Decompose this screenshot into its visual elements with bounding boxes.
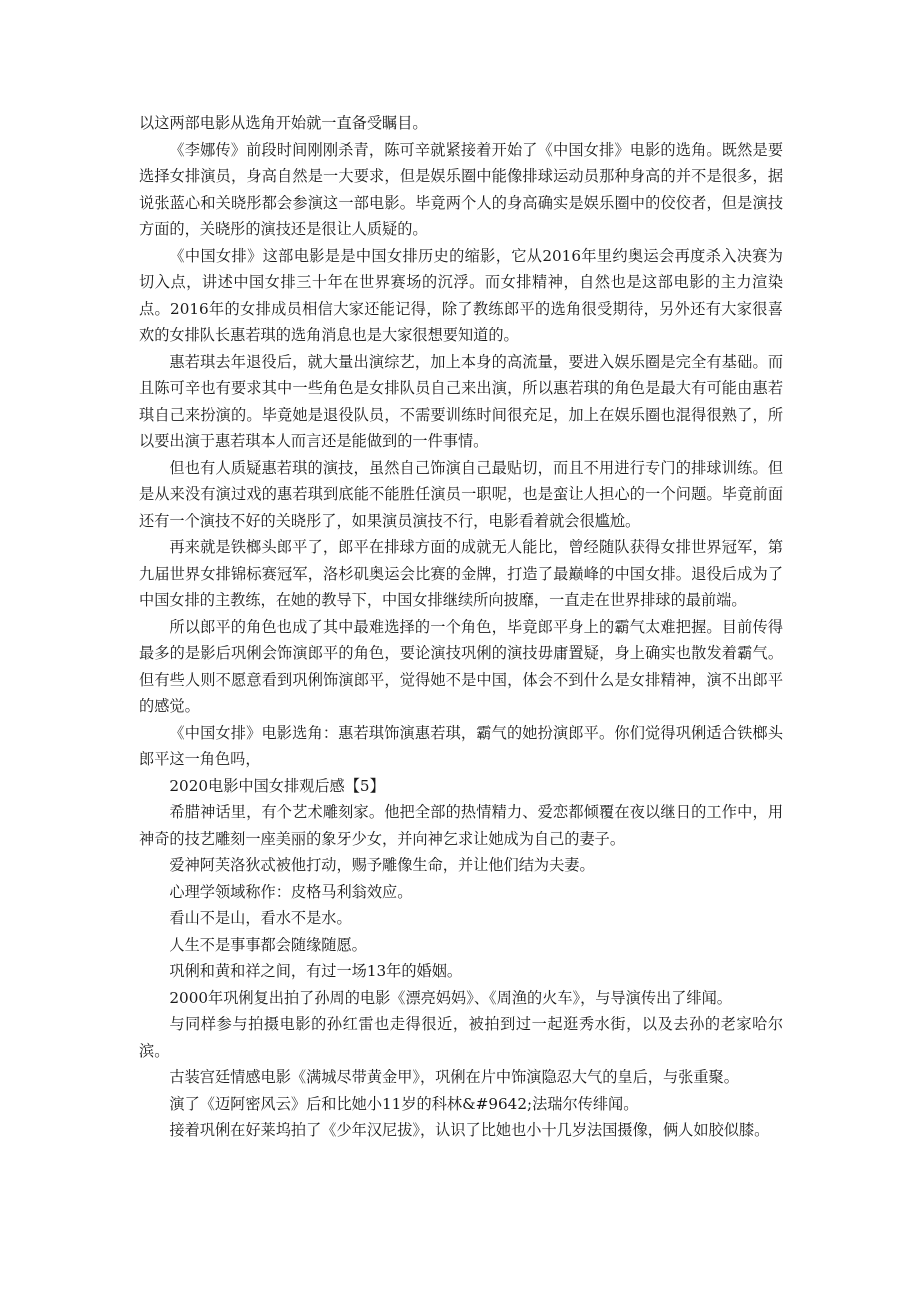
section-heading: 2020电影中国女排观后感【5】 (169, 776, 385, 795)
paragraph: 《中国女排》这部电影是是中国女排历史的缩影，它从2016年里约奥运会再度杀入决赛为切入点，讲述中国女排三十年在世界赛场的沉浮。而女排精神，自然也是这部电影的主力渲染点。2016年的女排成员相信大家还能记得，除了教练郎平的选角很受期待，另外还有大家很喜欢的女排队长惠若琪的选角消息也是大家很想要知道的。 (139, 246, 783, 344)
paragraph: 心理学领域称作：皮格马利翁效应。 (169, 882, 413, 901)
paragraph: 演了《迈阿密风云》后和比她小11岁的科林&#9642;法瑞尔传绯闻。 (169, 1094, 639, 1113)
paragraph: 再来就是铁榔头郎平了，郎平在排球方面的成就无人能比，曾经随队获得女排世界冠军，第九届世界女排锦标赛冠军，洛杉矶奥运会比赛的金牌，打造了最巅峰的中国女排。退役后成为了中国女排的主教练，在她的教导下，中国女排继续所向披靡，一直走在世界排球的最前端。 (139, 538, 783, 609)
paragraph: 看山不是山，看水不是水。 (169, 909, 352, 927)
paragraph: 人生不是事事都会随缘随愿。 (169, 935, 367, 954)
paragraph: 所以郎平的角色也成了其中最难选择的一个角色，毕竟郎平身上的霸气太难把握。目前传得最多的是影后巩俐会饰演郎平的角色，要论演技巩俐的演技毋庸置疑，身上确实也散发着霸气。但有些人则不愿意看到巩俐饰演郎平，觉得她不是中国，体会不到什么是女排精神，演不出郎平的感觉。 (139, 617, 783, 715)
document-body (139, 110, 783, 1144)
paragraph: 接着巩俐在好莱坞拍了《少年汉尼拔》，认识了比她也小十几岁法国摄像，俩人如胶似膝。 (169, 1121, 770, 1139)
paragraph: 巩俐和黄和祥之间，有过一场13年的婚姻。 (169, 962, 463, 980)
paragraph: 《李娜传》前段时间刚刚杀青，陈可辛就紧接着开始了《中国女排》电影的选角。既然是要选择女排演员，身高自然是一大要求，但是娱乐圈中能像排球运动员那种身高的并不是很多，据说张蓝心和关晓彤都会参演这一部电影。毕竟两个人的身高确实是娱乐圈中的佼佼者，但是演技方面的，关晓彤的演技还是很让人质疑的。 (139, 140, 783, 238)
paragraph: 2000年巩俐复出拍了孙周的电影《漂亮妈妈》、《周渔的火车》，与导演传出了绯闻。 (169, 988, 732, 1007)
paragraph: 《中国女排》电影选角：惠若琪饰演惠若琪，霸气的她扮演郎平。你们觉得巩俐适合铁榔头郎平这一角色吗， (139, 723, 783, 768)
paragraph: 古装宫廷情感电影《满城尽带黄金甲》，巩俐在片中饰演隐忍大气的皇后，与张重聚。 (169, 1068, 739, 1086)
paragraph: 但也有人质疑惠若琪的演技，虽然自己饰演自己最贴切，而且不用进行专门的排球训练。但是从来没有演过戏的惠若琪到底能不能胜任演员一职呢，也是蛮让人担心的一个问题。毕竟前面还有一个演技不好的关晓彤了，如果演员演技不行，电影看着就会很尴尬。 (139, 458, 783, 530)
paragraph: 希腊神话里，有个艺术雕刻家。他把全部的热情精力、爱恋都倾覆在夜以继日的工作中，用神奇的技艺雕刻一座美丽的象牙少女，并向神乞求让她成为自己的妻子。 (139, 803, 783, 848)
paragraph: 以这两部电影从选角开始就一直备受瞩目。 (139, 114, 428, 132)
paragraph: 与同样参与拍摄电影的孙红雷也走得很近，被拍到过一起逛秀水街，以及去孙的老家哈尔滨。 (139, 1015, 783, 1060)
paragraph: 惠若琪去年退役后，就大量出演综艺，加上本身的高流量，要进入娱乐圈是完全有基础。而且陈可辛也有要求其中一些角色是女排队员自己来出演，所以惠若琪的角色是最大有可能由惠若琪自己来扮演的。毕竟她是退役队员，不需要训练时间很充足，加上在娱乐圈也混得很熟了，所以要出演于惠若琪本人而言还是能做到的一件事情。 (139, 352, 783, 450)
paragraph: 爱神阿芙洛狄忒被他打动，赐予雕像生命，并让他们结为夫妻。 (169, 856, 595, 874)
